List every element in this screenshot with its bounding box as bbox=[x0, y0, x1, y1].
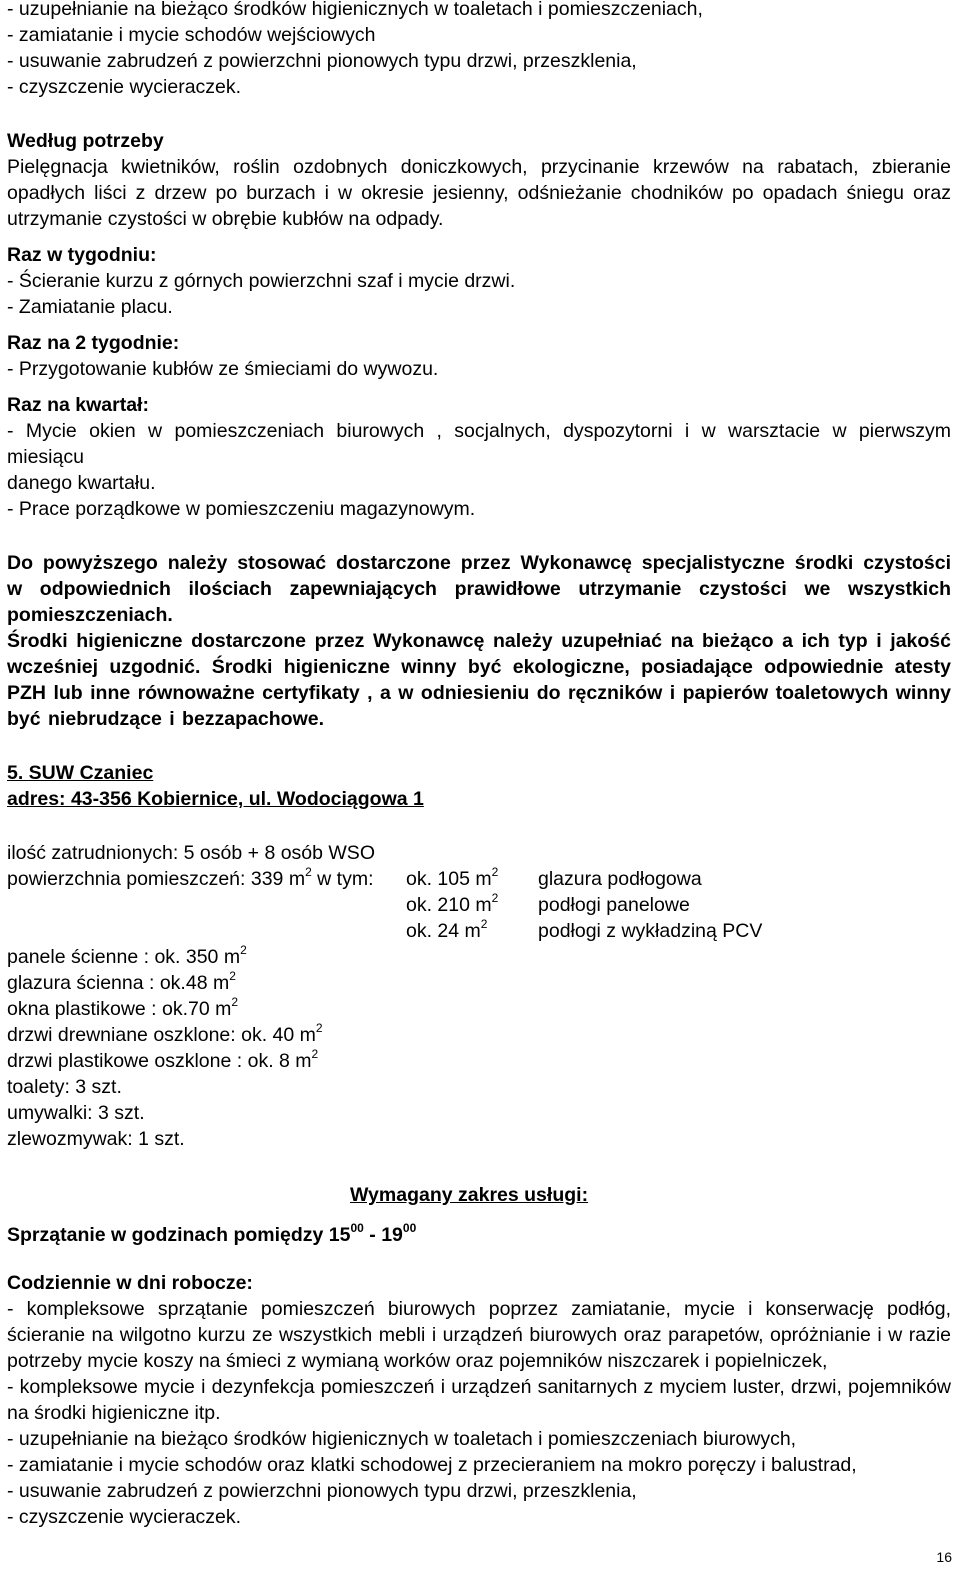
site-address: adres: 43-356 Kobiernice, ul. Wodociągowa 1 bbox=[7, 788, 424, 810]
list-item: - uzupełnianie na bieżąco środków higienicznych w toaletach i pomieszczeniach, bbox=[7, 0, 703, 20]
area-row-desc: podłogi panelowe bbox=[538, 894, 690, 916]
list-item: - usuwanie zabrudzeń z powierzchni pionowych typu drzwi, przeszklenia, bbox=[7, 50, 637, 72]
section-heading: Raz w tygodniu: bbox=[7, 244, 157, 266]
working-hours: Sprzątanie w godzinach pomiędzy $15^{00} - 19^{00}$ bbox=[7, 1221, 417, 1246]
list-item: - Ścieranie kurzu z górnych powierzchni szaf i mycie drzwi. bbox=[7, 270, 516, 292]
paragraph: Środki higieniczne dostarczone przez Wykonawcę należy uzupełniać na bieżąco a ich typ i jakość wcześniej uzgodnić. Środki higieniczne winny być ekologiczne, posiadające odpowiednie atesty PZH lub inne równoważne certyfikaty , a w odniesieniu do ręczników i papierów toaletowych winny być niebrudzące i bezzapachowe. bbox=[7, 630, 951, 730]
inventory-item: okna plastikowe : ok.70 $m^2$ bbox=[7, 995, 239, 1020]
site-details bbox=[7, 840, 951, 1152]
biweekly-section bbox=[7, 330, 951, 382]
list-item: - zamiatanie i mycie schodów oraz klatki schodowej z przecieraniem na mokro poręczy i balustrad, bbox=[7, 1454, 857, 1476]
list-item: - Mycie okien w pomieszczeniach biurowych , socjalnych, dyspozytorni i w warsztacie w pierwszym miesiącu bbox=[7, 420, 951, 468]
paragraph: Pielęgnacja kwietników, roślin ozdobnych doniczkowych, przycinanie krzewów na rabatach, zbieranie opadłych liści z drzew po burzach i w okresie jesienny, odśnieżanie chodników po opadach śniegu oraz utrzymanie czystości w obrębie kubłów na odpady. bbox=[7, 156, 951, 230]
list-item: - Zamiatanie placu. bbox=[7, 296, 173, 318]
paragraph: - kompleksowe mycie i dezynfekcja pomieszczeń i urządzeń sanitarnych z myciem luster, drzwi, pojemników na środki higieniczne itp. bbox=[7, 1376, 951, 1424]
inventory-item: zlewozmywak: 1 szt. bbox=[7, 1128, 185, 1150]
inventory-item: umywalki: 3 szt. bbox=[7, 1102, 145, 1124]
section-heading: Według potrzeby bbox=[7, 130, 164, 152]
quarterly-section bbox=[7, 392, 951, 522]
paragraph: Do powyższego należy stosować dostarczone przez Wykonawcę specjalistyczne środki czystości w odpowiednich ilościach zapewniających prawidłowe utrzymanie czystości we wszystkich pomieszczeniach. bbox=[7, 552, 951, 626]
area-row: ok. 210 $m^2$ bbox=[406, 891, 499, 916]
page-number: 16 bbox=[936, 1549, 952, 1565]
inventory-item: toalety: 3 szt. bbox=[7, 1076, 122, 1098]
section-heading: Raz na 2 tygodnie: bbox=[7, 332, 180, 354]
inventory-item: drzwi drewniane oszklone: ok. 40 $m^2$ bbox=[7, 1021, 323, 1046]
list-item: - Prace porządkowe w pomieszczeniu magazynowym. bbox=[7, 498, 476, 520]
inventory-item: drzwi plastikowe oszklone : ok. 8 $m^2$ bbox=[7, 1047, 319, 1072]
list-item: - czyszczenie wycieraczek. bbox=[7, 76, 242, 98]
site-title: 5. SUW Czaniec bbox=[7, 762, 154, 784]
list-item: danego kwartału. bbox=[7, 472, 156, 494]
section-heading: Codziennie w dni robocze: bbox=[7, 1272, 253, 1294]
list-item: - usuwanie zabrudzeń z powierzchni pionowych typu drzwi, przeszklenia, bbox=[7, 1480, 637, 1502]
top-list bbox=[7, 0, 951, 100]
as-needed-section bbox=[7, 128, 951, 232]
paragraph: - kompleksowe sprzątanie pomieszczeń biurowych poprzez zamiatanie, mycie i konserwację podłóg, ścieranie na wilgotno kurzu ze wszystkich mebli i urządzeń biurowych oraz parapetów, opróżnianie i w razie potrzeby mycie koszy na śmieci z wymianą worków oraz pojemników niszczarek i popielniczek, bbox=[7, 1298, 951, 1372]
inventory-item: panele ścienne : ok. 350 $m^2$ bbox=[7, 943, 247, 968]
weekly-section bbox=[7, 242, 951, 320]
inventory-item: glazura ścienna : ok.48 $m^2$ bbox=[7, 969, 236, 994]
bold-notes bbox=[7, 550, 951, 732]
area-row: ok. 105 $m^2$ bbox=[406, 865, 499, 890]
site-header bbox=[7, 760, 951, 812]
area-row-desc: glazura podłogowa bbox=[538, 868, 702, 890]
document-page bbox=[7, 0, 951, 1530]
area-row: ok. 24 $m^2$ bbox=[406, 917, 488, 942]
list-item: - czyszczenie wycieraczek. bbox=[7, 1506, 242, 1528]
list-item: - zamiatanie i mycie schodów wejściowych bbox=[7, 24, 376, 46]
list-item: - Przygotowanie kubłów ze śmieciami do wywozu. bbox=[7, 358, 439, 380]
section-heading: Raz na kwartał: bbox=[7, 394, 149, 416]
daily-section bbox=[7, 1270, 951, 1530]
inventory-list bbox=[7, 944, 951, 1152]
area-row-desc: podłogi z wykładziną PCV bbox=[538, 920, 763, 942]
staff-count: ilość zatrudnionych: 5 osób + 8 osób WSO bbox=[7, 842, 375, 864]
area-breakdown bbox=[7, 866, 951, 944]
scope-heading: Wymagany zakres usługi: bbox=[350, 1184, 589, 1206]
area-total: powierzchnia pomieszczeń: 339 $m^2$ w tym: bbox=[7, 865, 374, 890]
list-item: - uzupełnianie na bieżąco środków higienicznych w toaletach i pomieszczeniach biurowych, bbox=[7, 1428, 797, 1450]
